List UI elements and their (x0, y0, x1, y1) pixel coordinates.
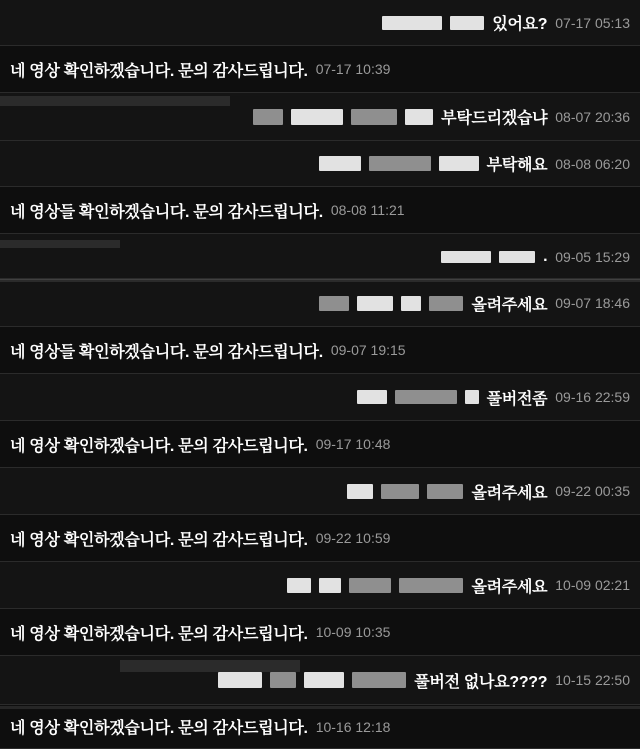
message-row-user[interactable] (0, 234, 640, 280)
message-row-reply[interactable] (0, 705, 640, 749)
message-timestamp: 09-22 00:35 (555, 483, 630, 499)
message-row-reply[interactable] (0, 609, 640, 656)
message-timestamp: 10-09 10:35 (315, 624, 391, 640)
redacted-block (304, 672, 344, 688)
message-content (10, 527, 390, 550)
redacted-block (347, 484, 373, 499)
redacted-block (349, 578, 391, 593)
message-content (347, 480, 630, 503)
redacted-block (382, 16, 442, 30)
redacted-block (319, 296, 349, 311)
message-text: 올려주세요 (471, 484, 548, 502)
message-timestamp: 07-17 10:39 (315, 61, 391, 77)
redacted-block (441, 251, 491, 263)
message-timestamp: 09-17 10:48 (315, 436, 391, 452)
message-content (253, 105, 630, 128)
message-content (10, 199, 405, 222)
redacted-block (450, 16, 484, 30)
redacted-block (319, 578, 341, 593)
message-timestamp: 10-16 12:18 (315, 718, 391, 735)
redacted-block (287, 578, 311, 593)
message-row-user[interactable] (0, 0, 640, 46)
message-timestamp: 10-09 02:21 (555, 577, 630, 593)
message-row-user[interactable] (0, 280, 640, 327)
redacted-block (357, 390, 387, 404)
message-text: 부탁해요 (486, 157, 548, 174)
message-content (10, 715, 390, 738)
message-timestamp: 09-16 22:59 (555, 389, 630, 405)
message-text: . (543, 247, 548, 265)
redacted-block (369, 156, 431, 171)
message-content (319, 292, 630, 315)
message-content (287, 574, 630, 597)
message-row-reply[interactable] (0, 46, 640, 93)
redacted-block (465, 390, 479, 404)
redacted-block (253, 109, 283, 125)
message-row-user[interactable] (0, 562, 640, 609)
redacted-block (429, 296, 463, 311)
redacted-block (399, 578, 463, 593)
message-row-reply[interactable] (0, 515, 640, 562)
message-content (10, 621, 390, 644)
message-content (10, 339, 406, 362)
redacted-block (218, 672, 262, 688)
message-text: 네 영상 확인하겠습니다. 문의 감사드립니다. (10, 437, 308, 455)
message-content (382, 11, 630, 34)
message-timestamp: 09-07 18:46 (555, 295, 630, 311)
message-content (357, 386, 630, 409)
message-row-user[interactable] (0, 141, 640, 187)
message-timestamp: 08-08 11:21 (330, 202, 405, 218)
message-row-user[interactable] (0, 656, 640, 705)
message-timestamp: 08-08 06:20 (555, 155, 630, 172)
message-timestamp: 10-15 22:50 (555, 672, 630, 688)
redacted-block (270, 672, 296, 688)
message-content (10, 58, 390, 81)
message-text: 올려주세요 (471, 296, 548, 314)
message-text: 네 영상 확인하겠습니다. 문의 감사드립니다. (10, 720, 308, 737)
redacted-block (319, 156, 361, 171)
message-text: 올려주세요 (471, 578, 548, 596)
message-content (10, 433, 390, 456)
message-text: 네 영상들 확인하겠습니다. 문의 감사드립니다. (10, 343, 323, 361)
redacted-block (381, 484, 419, 499)
message-timestamp: 07-17 05:13 (555, 14, 630, 31)
message-text: 네 영상 확인하겠습니다. 문의 감사드립니다. (10, 531, 308, 549)
redacted-block (352, 672, 406, 688)
redacted-block (351, 109, 397, 125)
message-content (319, 152, 630, 175)
redacted-block (499, 251, 535, 263)
message-text: 풀버전 없나요???? (414, 673, 548, 691)
message-text: 네 영상 확인하겠습니다. 문의 감사드립니다. (10, 625, 308, 643)
message-text: 부탁드리겠습냐 (441, 110, 548, 127)
message-row-reply[interactable] (0, 421, 640, 468)
message-row-user[interactable] (0, 374, 640, 421)
redacted-block (439, 156, 479, 171)
message-timestamp: 09-22 10:59 (315, 530, 391, 546)
message-text: 풀버전좀 (486, 390, 548, 408)
redacted-block (401, 296, 421, 311)
message-text: 네 영상 확인하겠습니다. 문의 감사드립니다. (10, 62, 308, 80)
message-text: 네 영상들 확인하겠습니다. 문의 감사드립니다. (10, 203, 323, 221)
message-timestamp: 09-05 15:29 (555, 248, 630, 265)
message-content (218, 669, 630, 692)
redacted-block (357, 296, 393, 311)
redacted-block (427, 484, 463, 499)
message-row-user[interactable] (0, 468, 640, 515)
message-row-user[interactable] (0, 93, 640, 141)
message-timestamp: 09-07 19:15 (330, 342, 406, 358)
message-row-reply[interactable] (0, 187, 640, 234)
message-timestamp: 08-07 20:36 (555, 108, 630, 125)
redacted-block (395, 390, 457, 404)
message-row-reply[interactable] (0, 327, 640, 374)
message-content (441, 248, 630, 266)
redacted-block (405, 109, 433, 125)
message-text: 있어요? (492, 16, 548, 33)
redacted-block (291, 109, 343, 125)
